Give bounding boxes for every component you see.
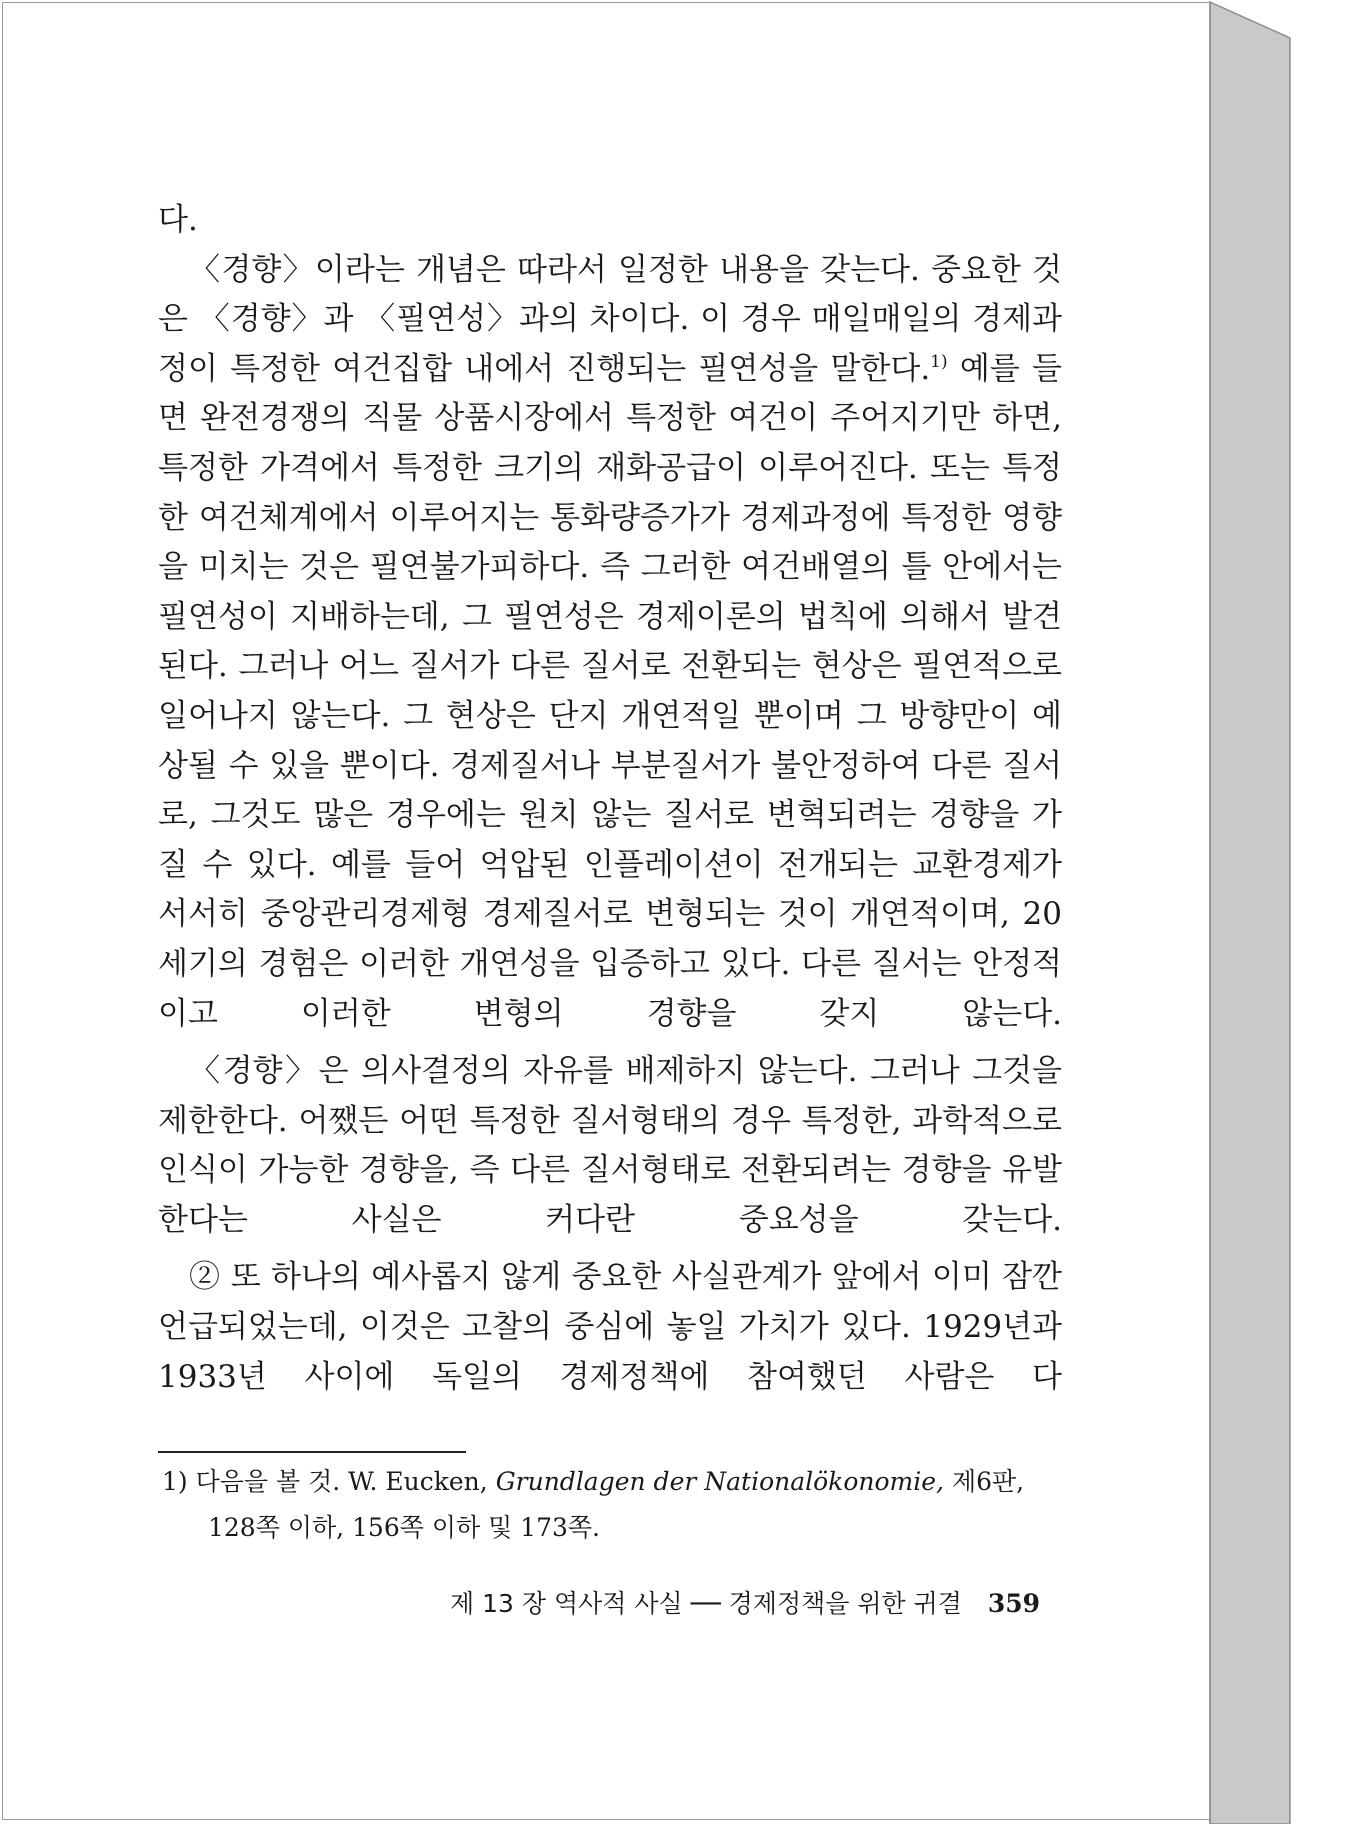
footnote-line xyxy=(162,1459,1072,1505)
paragraph-text-continued: 예를 들면 완전경쟁의 직물 상품시장에서 특정한 여건이 주어지기만 하면, 특정한 가격에서 특정한 크기의 재화공급이 이루어진다. 또는 특정한 여건체계에서 이루어지는 통화량증가가 경제과정에 특정한 영향을 미치는 것은 필연불가피하다. 즉 그러한 여건배열의 틀 안에서는 필연성이 지배하는데, 그 필연성은 경제이론의 법칙에 의해서 발견된다. 그러나 어느 질서가 다른 질서로 전환되는 현상은 필연적으로 일어나지 않는다. 그 현상은 단지 개연적일 뿐이며 그 방향만이 예상될 수 있을 뿐이다. 경제질서나 부분질서가 불안정하여 다른 질서로, 그것도 많은 경우에는 원치 않는 질서로 변혁되려는 경향을 가질 수 있다. 예를 들어 억압된 인플레이션이 전개되는 교환경제가 서서히 중앙관리경제형 경제질서로 변형되는 것이 개연적이며, 20세기의 경험은 이러한 개연성을 입증하고 있다. 다른 질서는 안정적이고 이러한 변형의 경향을 갖지 않는다. xyxy=(158,350,1062,1032)
footnote-edition: 제6판, xyxy=(951,1467,1025,1496)
footnote-number: 1) xyxy=(162,1467,188,1496)
running-footer xyxy=(450,1584,1040,1620)
paragraph-text: 〈경향〉이라는 개념은 따라서 일정한 내용을 갖는다. 중요한 것은 〈경향〉과 〈필연성〉과의 차이다. 이 경우 매일매일의 경제과정이 특정한 여건집합 내에서 진행되는 필연성을 말한다. xyxy=(158,251,1062,387)
footnote xyxy=(162,1459,1072,1551)
footnote-divider xyxy=(158,1451,466,1453)
footnote-book-title: Grundlagen der Nationalökonomie, xyxy=(495,1467,944,1496)
paragraph: ② 또 하나의 예사롭지 않게 중요한 사실관계가 앞에서 이미 잠깐 언급되었는데, 이것은 고찰의 중심에 놓일 가치가 있다. 1929년과 1933년 사이에 독일의 경제정책에 참여했던 사람은 다 xyxy=(158,1259,1062,1395)
footnote-pages: 128쪽 이하, 156쪽 이하 및 173쪽. xyxy=(208,1513,600,1542)
page-number: 359 xyxy=(987,1589,1041,1618)
footnote-lead: 다음을 볼 것. W. Eucken, xyxy=(195,1467,488,1496)
paragraph xyxy=(158,246,1062,1040)
body-text xyxy=(158,196,1062,1402)
chapter-title: 제 13 장 역사적 사실 ── 경제정책을 위한 귀결 xyxy=(450,1589,962,1618)
footnote-marker: 1) xyxy=(930,351,948,372)
paragraph: 〈경향〉은 의사결정의 자유를 배제하지 않는다. 그러나 그것을 제한한다. 어쨌든 어떤 특정한 질서형태의 경우 특정한, 과학적으로 인식이 가능한 경향을, 즉 다른 질서형태로 전환되려는 경향을 유발한다는 사실은 커다란 중요성을 갖는다. xyxy=(158,1053,1062,1238)
paragraph: 다. xyxy=(158,202,198,238)
